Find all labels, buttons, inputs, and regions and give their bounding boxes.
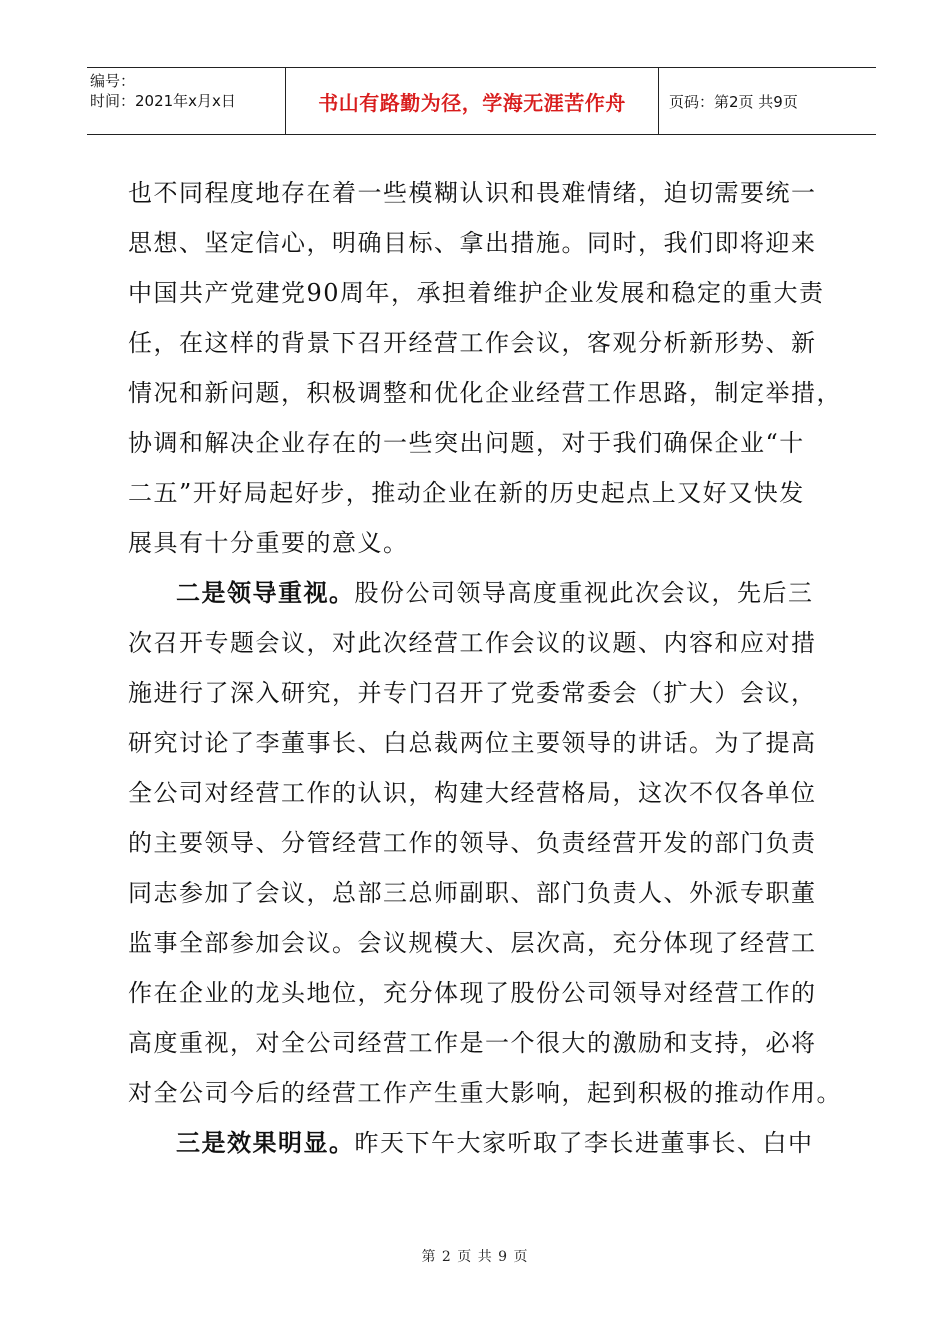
text-line: 高度重视，对全公司经营工作是一个很大的激励和支持，必将	[128, 1029, 817, 1057]
paragraph-heading: 三是效果明显。	[176, 1128, 355, 1157]
text-line: 对全公司今后的经营工作产生重大影响，起到积极的推动作用。	[128, 1079, 842, 1107]
page-footer: 第 2 页 共 9 页	[421, 1249, 529, 1265]
text-line: 也不同程度地存在着一些模糊认识和畏难情绪，迫切需要统一	[128, 179, 817, 207]
paragraph-1	[128, 168, 842, 568]
text-line: 研究讨论了李董事长、白总裁两位主要领导的讲话。为了提高	[128, 729, 817, 757]
paragraph-3	[128, 1118, 838, 1168]
text-line: 同志参加了会议，总部三总师副职、部门负责人、外派专职董	[128, 879, 817, 907]
document-body	[128, 168, 842, 1168]
text-line: 情况和新问题，积极调整和优化企业经营工作思路，制定举措，	[128, 379, 842, 407]
paragraph-first-line	[128, 1118, 838, 1168]
text-line: 次召开专题会议，对此次经营工作会议的议题、内容和应对措	[128, 629, 817, 657]
text-line: 全公司对经营工作的认识，构建大经营格局，这次不仅各单位	[128, 779, 817, 807]
header-motto: 书山有路勤为径，学海无涯苦作舟	[286, 68, 659, 134]
header-page-info: 页码：第2页 共9页	[669, 92, 798, 111]
text-line: 思想、坚定信心，明确目标、拿出措施。同时，我们即将迎来	[128, 229, 817, 257]
text-line: 展具有十分重要的意义。	[128, 529, 409, 557]
text-span: 股份公司领导高度重视此次会议，先后三	[354, 579, 814, 607]
text-span: 昨天下午大家听取了李长进董事长、白中	[354, 1129, 814, 1157]
text-line: 中国共产党建党90周年，承担着维护企业发展和稳定的重大责	[128, 279, 825, 307]
header-meta	[87, 68, 286, 134]
text-line: 二五”开好局起好步，推动企业在新的历史起点上又好又快发	[128, 479, 805, 507]
text-line: 任，在这样的背景下召开经营工作会议，客观分析新形势、新	[128, 329, 817, 357]
text-line: 施进行了深入研究，并专门召开了党委常委会（扩大）会议，	[128, 679, 817, 707]
paragraph-2	[128, 568, 842, 1118]
text-line: 监事全部参加会议。会议规模大、层次高，充分体现了经营工	[128, 929, 817, 957]
paragraph-first-line	[128, 568, 838, 618]
text-line: 协调和解决企业存在的一些突出问题，对于我们确保企业“十	[128, 429, 805, 457]
paragraph-heading: 二是领导重视。	[176, 578, 355, 607]
text-line: 的主要领导、分管经营工作的领导、负责经营开发的部门负责	[128, 829, 817, 857]
document-date: 时间：2021年x月x日	[90, 92, 236, 110]
page-header	[87, 67, 876, 135]
document-number-label: 编号：	[90, 72, 136, 90]
text-line: 作在企业的龙头地位，充分体现了股份公司领导对经营工作的	[128, 979, 817, 1007]
